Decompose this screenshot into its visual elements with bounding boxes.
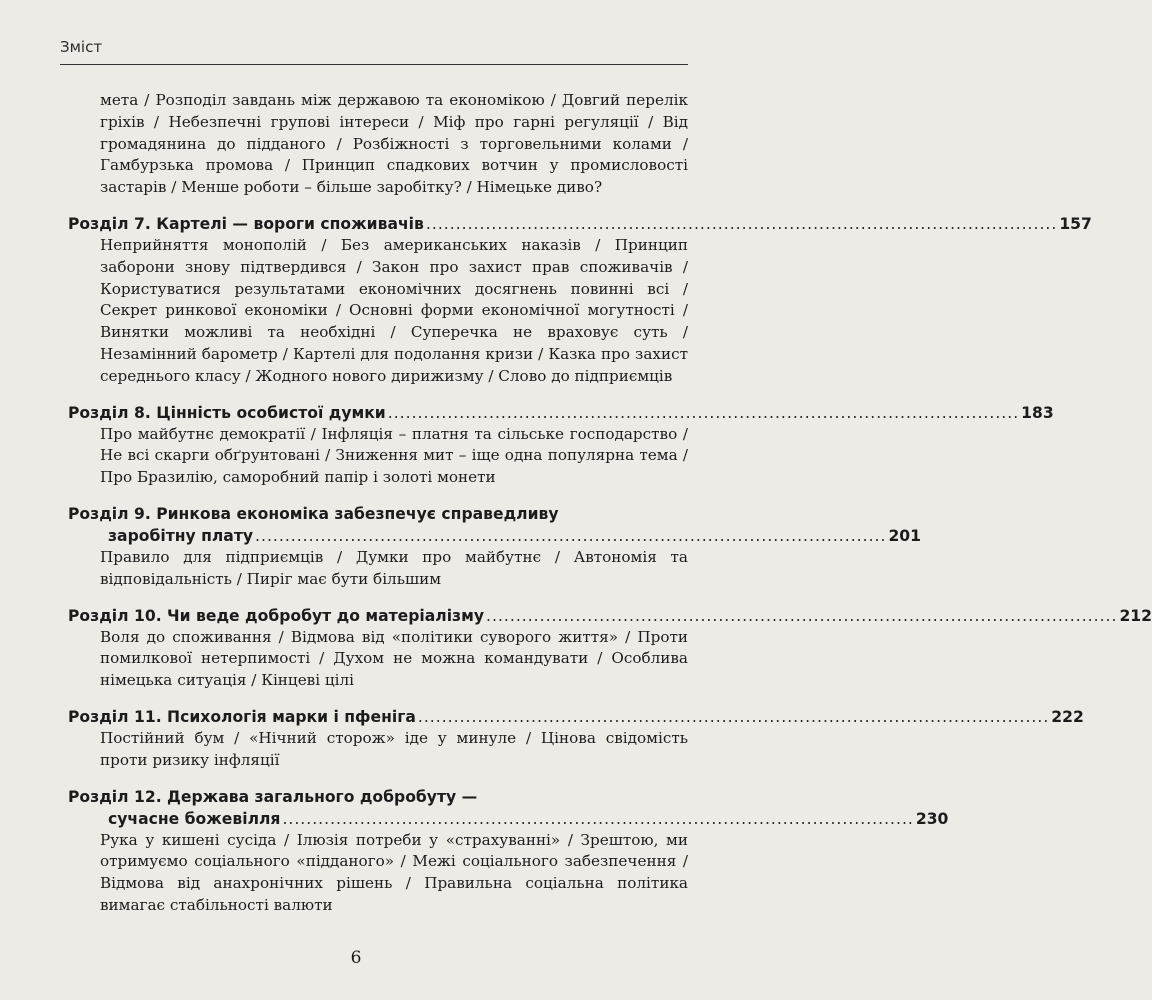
chapter-title: Розділ 10. Чи веде добробут до матеріалізму [68,606,485,625]
chapter-9[interactable] [68,503,922,591]
chapter-description: Воля до споживання / Відмова від «політики суворого життя» / Проти помилкової нетерпимості / Духом не можна командувати / Особлива німецька ситуація / Кінцеві цілі [100,627,688,690]
dot-leader: .......................................................................................................... [486,606,1118,625]
chapter-11[interactable] [68,706,1084,772]
table-of-contents [68,90,1152,917]
chapter-8[interactable] [68,402,1054,489]
chapter-page: 212 [1119,606,1152,625]
chapter-description: Постійний бум / «Нічний сторож» іде у минуле / Цінова свідомість проти ризику інфляції [100,728,688,769]
dot-leader: .......................................................................................................... [417,707,1050,726]
chapter-page: 157 [1059,214,1092,233]
header-rule [60,64,688,65]
chapter-description: Неприйняття монополій / Без американських наказів / Принцип заборони знову підтвердився / Закон про захист прав споживачів / Користуватися результатами економічних досягнень повинні всі / Секрет ринкової економіки / Основні форми економічної могутності / Винятки можливі та необхідні / Суперечка не враховує суть / Незамінний барометр / Картелі для подолання кризи / Казка про захист середнього класу / Жодного нового дирижизму / Слово до підприємців [100,235,688,385]
chapter-12[interactable] [68,786,949,917]
chapter-title-continuation: заробітну плату [108,526,254,545]
chapter-description: Правило для підприємців / Думки про майбутнє / Автономія та відповідальність / Пиріг має бути більшим [100,547,688,588]
chapter-title: Розділ 12. Держава загального добробуту — [68,787,478,806]
running-header: Зміст [60,38,103,56]
chapter-page: 183 [1021,403,1054,422]
dot-leader: .......................................................................................................... [255,526,887,545]
intro-description: мета / Розподіл завдань між державою та економікою / Довгий перелік гріхів / Небезпечні групові інтереси / Міф про гарні регуляції / Від громадянина до підданого / Розбіжності з торговельними колами / Гамбурзька промова / Принцип спадкових вотчин у промисловості застарів / Менше роботи – більше заробітку? / Німецьке диво? [100,91,688,197]
dot-leader: .......................................................................................................... [282,809,914,828]
chapter-page: 230 [915,809,949,828]
page-number: 6 [350,948,362,968]
chapter-10[interactable] [68,605,1152,692]
chapter-page: 222 [1051,707,1084,726]
chapter-7[interactable] [68,213,1092,388]
chapter-title-continuation: сучасне божевілля [108,809,281,828]
chapter-title: Розділ 9. Ринкова економіка забезпечує справедливу [68,504,559,523]
dot-leader: .......................................................................................................... [387,403,1020,422]
chapter-page: 201 [888,526,922,545]
chapter-description: Про майбутнє демократії / Інфляція – платня та сільське господарство / Не всі скарги обґрунтовані / Зниження мит – іще одна популярна тема / Про Бразилію, саморобний папір і золоті монети [100,424,688,487]
chapter-title: Розділ 7. Картелі — вороги споживачів [68,214,424,233]
chapter-title: Розділ 8. Цінність особистої думки [68,403,386,422]
chapter-description: Рука у кишені сусіда / Ілюзія потреби у «страхуванні» / Зрештою, ми отримуємо соціального «підданого» / Межі соціального забезпечення / Відмова від анахронічних рішень / Правильна соціальна політика вимагає стабільності валюти [100,830,688,914]
chapter-title: Розділ 11. Психологія марки і пфеніга [68,707,416,726]
dot-leader: .......................................................................................................... [425,214,1058,233]
